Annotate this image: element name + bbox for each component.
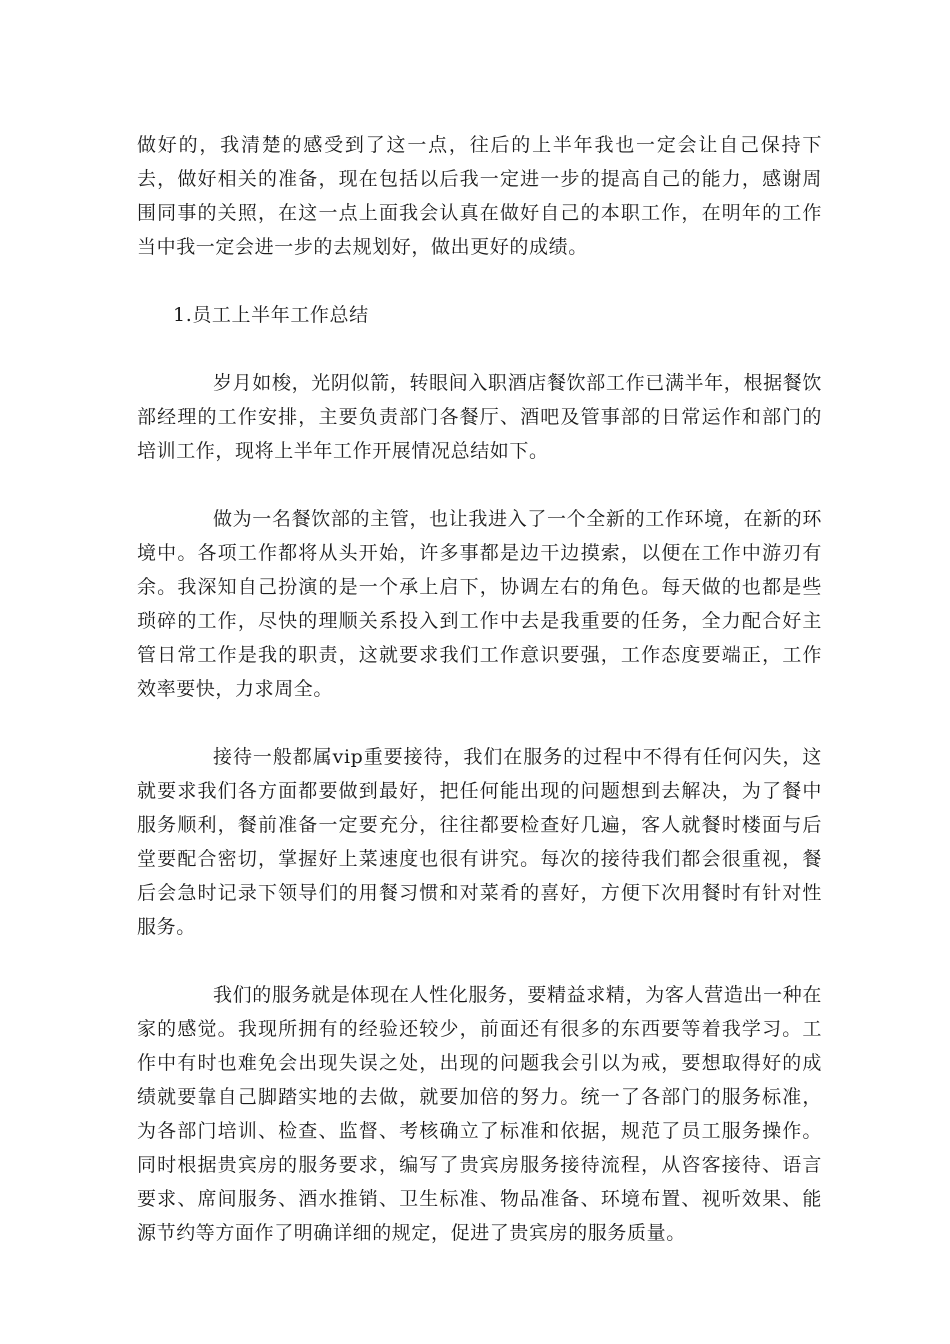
- paragraph-4: 我们的服务就是体现在人性化服务，要精益求精，为客人营造出一种在家的感觉。我现所拥有的经验还较少，前面还有很多的东西要等着我学习。工作中有时也难免会出现失误之处，出现的问题我会引以为戒，要想取得好的成绩就要靠自己脚踏实地的去做，就要加倍的努力。统一了各部门的服务标准，为各部门培训、检查、监督、考核确立了标准和依据，规范了员工服务操作。同时根据贵宾房的服务要求，编写了贵宾房服务接待流程，从咨客接待、语言要求、席间服务、酒水推销、卫生标准、物品准备、环境布置、视听效果、能源节约等方面作了明确详细的规定，促进了贵宾房的服务质量。: [137, 984, 822, 1244]
- paragraph-3: 接待一般都属vip重要接待，我们在服务的过程中不得有任何闪失，这就要求我们各方面都要做到最好，把任何能出现的问题想到去解决，为了餐中服务顺利，餐前准备一定要充分，往往都要检查好几遍，客人就餐时楼面与后堂要配合密切，掌握好上菜速度也很有讲究。每次的接待我们都会很重视，餐后会急时记录下领导们的用餐习惯和对菜肴的喜好，方便下次用餐时有针对性服务。: [137, 746, 822, 938]
- section-heading: 1.员工上半年工作总结: [173, 304, 369, 326]
- paragraph-gap: [137, 706, 822, 740]
- paragraph-gap: [137, 468, 822, 502]
- paragraph-gap: [137, 944, 822, 978]
- paragraph-gap: [137, 332, 822, 366]
- intro-paragraph: 做好的，我清楚的感受到了这一点，往后的上半年我也一定会让自己保持下去，做好相关的准备，现在包括以后我一定进一步的提高自己的能力，感谢周围同事的关照，在这一点上面我会认真在做好自己的本职工作，在明年的工作当中我一定会进一步的去规划好，做出更好的成绩。: [137, 134, 822, 258]
- paragraph-gap: [137, 264, 822, 298]
- paragraph-1: 岁月如梭，光阴似箭，转眼间入职酒店餐饮部工作已满半年，根据餐饮部经理的工作安排，主要负责部门各餐厅、酒吧及管事部的日常运作和部门的培训工作，现将上半年工作开展情况总结如下。: [137, 372, 822, 462]
- document-page: [137, 128, 822, 1250]
- paragraph-2: 做为一名餐饮部的主管，也让我进入了一个全新的工作环境，在新的环境中。各项工作都将从头开始，许多事都是边干边摸索，以便在工作中游刃有余。我深知自己扮演的是一个承上启下，协调左右的角色。每天做的也都是些琐碎的工作，尽快的理顺关系投入到工作中去是我重要的任务，全力配合好主管日常工作是我的职责，这就要求我们工作意识要强，工作态度要端正，工作效率要快，力求周全。: [137, 508, 822, 700]
